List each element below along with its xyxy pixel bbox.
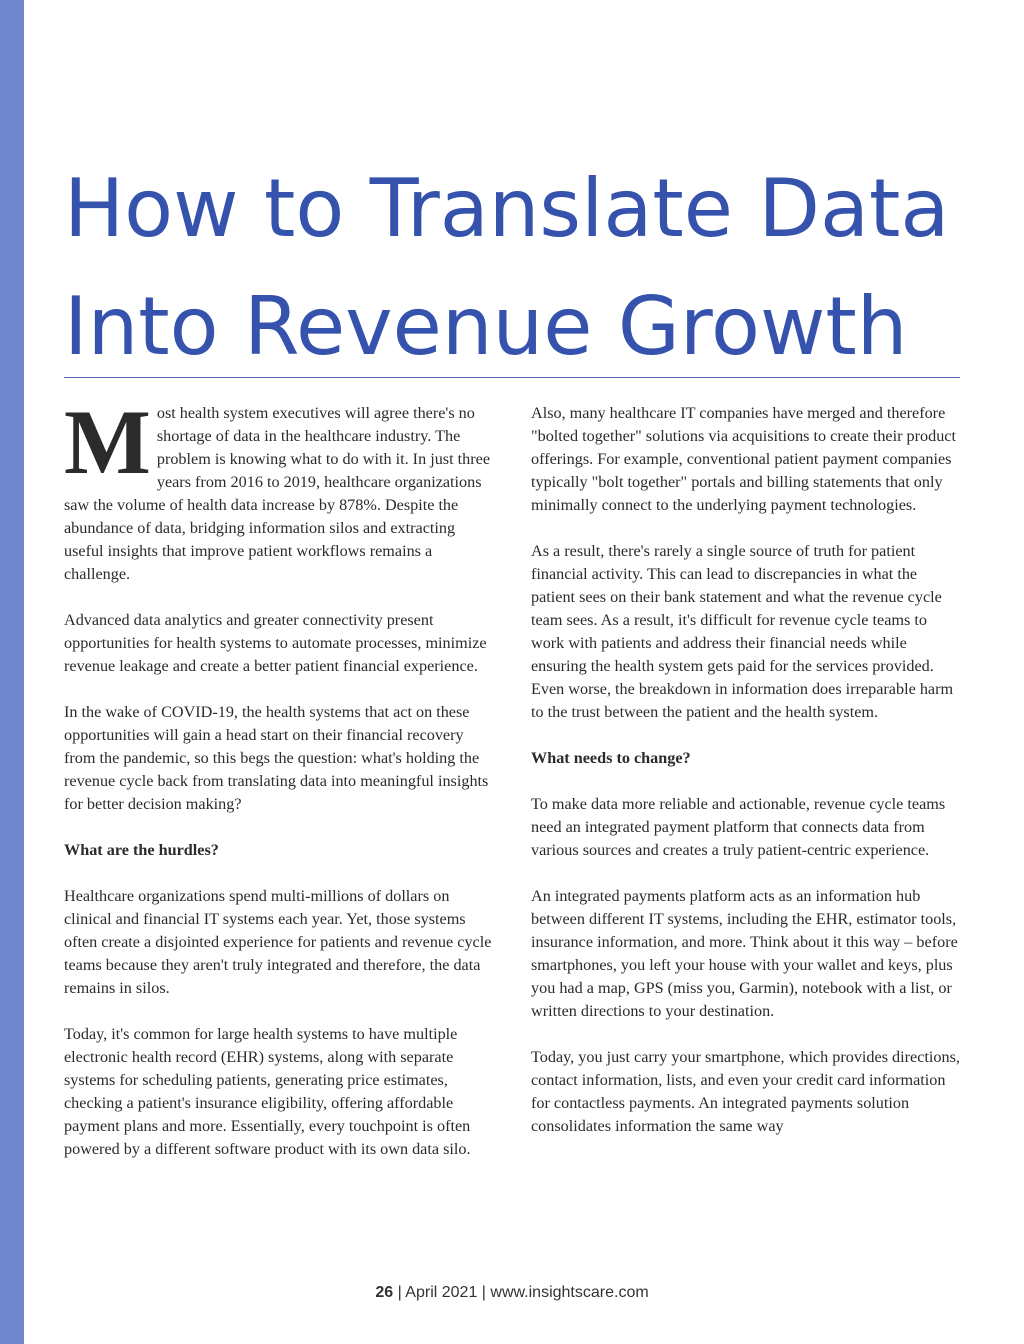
paragraph-multiple-systems: Today, it's common for large health systems to have multiple electronic health record (EHR) systems, along with separate systems for scheduling patients, generating price estimates, checking a patient's insurance eligibility, offering affordable payment plans and more. Essentially, every touchpoint is often powered by a different software product with its own data silo.	[64, 1025, 471, 1158]
paragraph-smartphone: Today, you just carry your smartphone, which provides directions, contact information, lists, and even your credit card information for contactless payments. An integrated payments solution consolidates information the same way	[531, 1048, 960, 1135]
article-title-line-1: How to Translate Data	[64, 162, 950, 255]
issue-date: April 2021	[405, 1284, 478, 1301]
heading-change: What needs to change?	[531, 749, 691, 767]
right-column	[531, 402, 963, 1161]
paragraph-integrated-platform: To make data more reliable and actionable, revenue cycle teams need an integrated payment platform that connects data from various sources and creates a truly patient-centric experience.	[531, 795, 946, 859]
drop-cap: M	[64, 391, 151, 493]
intro-paragraph	[64, 391, 494, 586]
paragraph-analytics: Advanced data analytics and greater connectivity present opportunities for health systems to automate processes, minimize revenue leakage and create a better patient financial experience.	[64, 611, 487, 675]
paragraph-source-of-truth: As a result, there's rarely a single source of truth for patient financial activity. This can lead to discrepancies in what the patient sees on their bank statement and what the revenue cycle team sees. As a result, it's difficult for revenue cycle teams to work with patients and address their financial needs while ensuring the health system gets paid for the services provided. Even worse, the breakdown in information does irreparable harm to the trust between the patient and the health system.	[531, 542, 954, 721]
article-title	[64, 150, 964, 386]
paragraph-information-hub: An integrated payments platform acts as an information hub between different IT systems, including the EHR, estimator tools, insurance information, and more. Think about it this way – before smartphones, you left your house with your wallet and keys, plus you had a map, GPS (miss you, Garmin), notebook with a list, or written directions to your destination.	[531, 887, 958, 1020]
footer-separator: |	[477, 1284, 491, 1301]
footer-separator: |	[393, 1284, 406, 1301]
title-divider	[64, 377, 960, 378]
paragraph-covid: In the wake of COVID-19, the health systems that act on these opportunities will gain a head start on their financial recovery from the pandemic, so this begs the question: what's holding the revenue cycle back from translating data into meaningful insights for better decision making?	[64, 703, 489, 813]
left-column	[64, 391, 494, 1184]
accent-side-bar	[0, 0, 24, 1344]
paragraph-it-spending: Healthcare organizations spend multi-millions of dollars on clinical and financial IT systems each year. Yet, those systems often create a disjointed experience for patients and revenue cycle teams because they aren't truly integrated and therefore, the data remains in silos.	[64, 887, 492, 997]
website-link[interactable]: www.insightscare.com	[490, 1284, 649, 1301]
article-title-line-2: Into Revenue Growth	[64, 280, 908, 373]
heading-hurdles: What are the hurdles?	[64, 841, 219, 859]
page-number: 26	[375, 1284, 394, 1301]
page-footer	[0, 1281, 1024, 1305]
intro-paragraph-text: ost health system executives will agree there's no shortage of data in the healthcare industry. The problem is knowing what to do with it. In just three years from 2016 to 2019, healthcare organizations saw the volume of health data increase by 878%. Despite the abundance of data, bridging information silos and extracting useful insights that improve patient workflows remains a challenge.	[64, 404, 490, 583]
paragraph-mergers: Also, many healthcare IT companies have merged and therefore "bolted together" solutions via acquisitions to create their product offerings. For example, conventional patient payment companies typically "bolt together" portals and billing statements that only minimally connect to the underlying payment technologies.	[531, 404, 956, 514]
